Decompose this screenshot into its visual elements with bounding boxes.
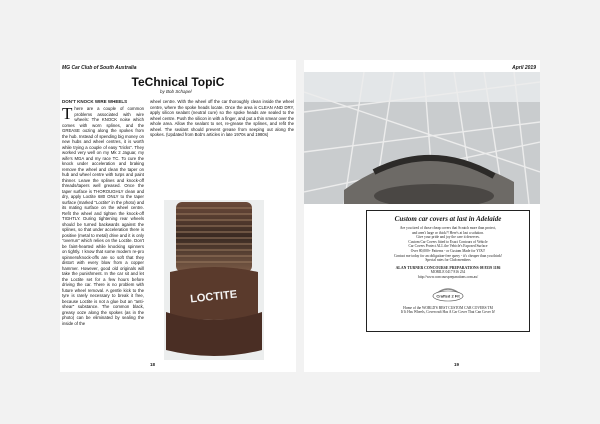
right-page bbox=[304, 60, 540, 372]
issue-date: April 2019 bbox=[512, 65, 536, 71]
article-column-1 bbox=[62, 106, 144, 326]
article-text-1: here are a couple of common problems associated with wire wheels: The KNOCK noise which comes with worn splines, and the GREASE oozing along the spokes from the hub. Instead of spending big money on new hubs and wheel centres, it is worth while trying a couple of easy "tricks". They worked very well on my Mk 2 Jaguar, my wife's MGA and my race TC. To cure the knock under acceleration and braking remove the wheel and clean the taper on hub and wheel centre with turps and paint thinner. Leave the splines and knock-off threads/tapers well greased. Once the taper surface is THOROUGHLY clean and dry, apply Loctite 680 ONLY to the taper surface (marked "Loctite" in the photo) and its mating surface on the wheel centre. Refit the wheel and tighten the knock-off TIGHTLY. During tightening rear wheels should be turned backwards against the splines, so that under acceleration there is positive (metal to metal) drive and it is only "overrun" which relies on the Loctite. Don't be faint-hearted while knocking spinners on tightly. I know that some modern re-pro spinners/knock-offs are so soft that they distort with every blow from a copper hammer. However, good old originals will take the punishment. In the car sit and let the Loctite set for a few hours before driving the car. There is no problem with future wheel removal. A gentle kick to the tyre is rarely necessary to break it free, because Loctite is not a glue but an "anti-shear" substance. The common black, greasy ooze along the spokes (as in the photo) can be eliminated by sealing the inside of the bbox=[62, 106, 144, 326]
advert-line: Are you tired of those cheap covers that Scratch more than protect, bbox=[399, 226, 497, 230]
page-title: TeChnical TopiC bbox=[131, 75, 225, 89]
car-cover-advert bbox=[366, 210, 530, 332]
advert-mobile: MOBILE 0417 816 234 bbox=[430, 270, 466, 275]
advert-line: Home of the WORLD'S BEST CUSTOM CAR COVERS TM bbox=[403, 305, 493, 310]
logo-text: Crafted 2 Fit bbox=[436, 293, 460, 299]
page-number-left: 18 bbox=[150, 362, 156, 367]
article-text-2: wheel centre. With the wheel off the car thoroughly clean inside the wheel centre, where the spoke heads locate. Once the area is CLEAN AND DRY, apply silicon sealant (neutral cure) so the spoke heads are sealed to the wheel centre. Push the silicon in with a finger, and put a thin smear over the whole area. Allow the sealant to set, re-grease the splines, and refit the wheel. The sealant should prevent grease from seeping out along the spokes. (Updated from Bob's articles in late 1970s and 1980s) bbox=[150, 99, 294, 137]
advert-line: Contact me today for an obligation-free query - it's cheaper than you think! bbox=[393, 253, 503, 258]
advert-line: Over 80,000+ Patterns - or Custom Made for YOU! bbox=[410, 248, 486, 253]
left-page bbox=[60, 60, 296, 372]
byline: by Bob Schapel bbox=[160, 89, 192, 94]
advert-line: Special rates for Club members bbox=[425, 258, 471, 263]
advert-website[interactable]: http://www.concourspreparations.com.au/ bbox=[417, 274, 479, 279]
article-heading: DON'T KNOCK WIRE WHEELS bbox=[62, 99, 128, 104]
club-header: MG Car Club of South Australia bbox=[62, 65, 137, 71]
crafted-logo bbox=[429, 283, 467, 303]
advert-title: Custom car covers at last in Adelaide bbox=[394, 215, 502, 223]
advert-contact: ALAN TURNER CONCOURSE PREPARATIONS 08 8359 1186 bbox=[395, 265, 501, 270]
advert-line: If It Has Wheels, Covercraft Has A Car Cover That Can Cover It! bbox=[400, 310, 496, 315]
advert-line: Give your pride and joy the care it deserves. bbox=[416, 235, 480, 240]
drop-cap: T bbox=[62, 104, 73, 123]
advert-line: Car Covers Protect ALL the Vehicle's Exposed Surface bbox=[408, 244, 488, 249]
article-column-2 bbox=[150, 99, 294, 138]
photo-label: LOCTITE bbox=[189, 288, 238, 306]
hub-photo bbox=[164, 200, 264, 360]
page-number-right: 19 bbox=[454, 362, 460, 367]
advert-line: and aren't large or thick?! Here's at last a solution. bbox=[412, 230, 484, 235]
advert-line: Custom Car Covers fitted to Exact Contours of Vehicle bbox=[408, 239, 488, 244]
wheel-photo bbox=[304, 72, 540, 204]
